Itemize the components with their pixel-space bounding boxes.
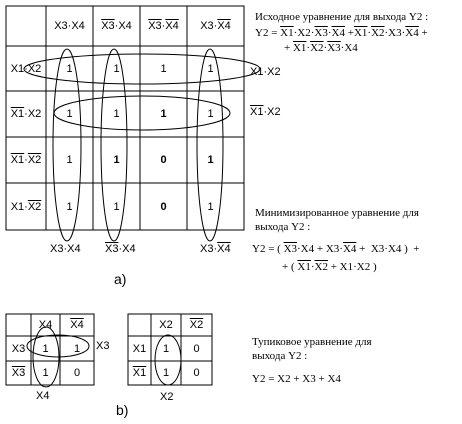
cell-r1c1: 1 bbox=[66, 62, 73, 75]
col-header-1: X3·X4 bbox=[54, 20, 85, 32]
sm1-cell-r2c2: 0 bbox=[73, 367, 81, 379]
cell-r4c2: 1 bbox=[113, 200, 120, 213]
cell-r3c2: 1 bbox=[113, 154, 120, 166]
minimized-line2: + ( X1·X2 + X1·X2 ) bbox=[282, 261, 377, 273]
sm1-bottom-label: X4 bbox=[36, 390, 50, 402]
sm2-cell-r1c1: 1 bbox=[162, 342, 170, 355]
sm2-row-header-1: X1 bbox=[132, 342, 147, 355]
cell-r2c4: 1 bbox=[207, 108, 214, 120]
cell-r3c1: 1 bbox=[66, 154, 73, 166]
side-label-1: X1·X2 bbox=[250, 66, 281, 78]
bottom-label-1: X3·X4 bbox=[50, 243, 81, 255]
cell-r3c4: 1 bbox=[207, 154, 214, 166]
sm1-col-header-2: X4 bbox=[70, 319, 84, 331]
sm1-row-header-1: X3 bbox=[11, 342, 26, 355]
col-header-3: X3·X4 bbox=[148, 20, 179, 32]
minimized-title-1: Минимизированное уравнение для bbox=[255, 207, 419, 219]
cell-r1c2: 1 bbox=[113, 62, 120, 75]
sm2-col-header-1: X2 bbox=[159, 319, 173, 331]
minimized-title-2: выхода Y2 : bbox=[255, 221, 311, 233]
source-eq-title: Исходное уравнение для выхода Y2 : bbox=[255, 11, 429, 23]
row-header-3: X1·X2 bbox=[10, 154, 42, 166]
bottom-label-2: X3·X4 bbox=[105, 243, 136, 255]
caption-b: b) bbox=[116, 402, 129, 418]
sm2-bottom-label: X2 bbox=[160, 391, 174, 403]
sm2-col-header-2: X2 bbox=[189, 319, 204, 331]
caption-a: а) bbox=[114, 271, 127, 287]
source-eq-line2: + X1·X2·X3·X4 bbox=[284, 42, 358, 54]
bottom-label-3: X3·X4 bbox=[200, 243, 231, 255]
sm1-row-header-2: X3 bbox=[11, 367, 26, 379]
minimized-line1: Y2 = ( X3·X4 + X3·X4 + X3·X4 ) + bbox=[252, 243, 420, 255]
col-header-4: X3·X4 bbox=[200, 20, 231, 32]
col-header-2: X3·X4 bbox=[101, 20, 132, 32]
sm2-row-header-2: X1 bbox=[132, 367, 147, 379]
row-header-4: X1·X2 bbox=[10, 200, 42, 213]
sm2-cell-r1c2: 0 bbox=[193, 342, 200, 355]
sm2-cell-r2c1: 1 bbox=[162, 367, 170, 379]
cell-r2c1: 1 bbox=[66, 108, 73, 120]
cell-r3c3: 0 bbox=[160, 154, 167, 166]
sm1-cell-r1c1: 1 bbox=[42, 342, 49, 355]
cell-r1c4: 1 bbox=[207, 62, 214, 75]
cell-r1c3: 1 bbox=[160, 62, 167, 75]
row-header-1: X1·X2 bbox=[10, 62, 42, 75]
cell-r2c2: 1 bbox=[113, 108, 120, 120]
sm1-cell-r2c1: 1 bbox=[42, 367, 49, 379]
source-eq-line1: Y2 = X1·X2·X3·X4 +X1·X2·X3·X4 + bbox=[255, 27, 428, 39]
dead-end-title-1: Тупиковое уравнение для bbox=[252, 336, 372, 348]
sm1-cell-r1c2: 1 bbox=[73, 342, 81, 355]
sm2-cell-r2c2: 0 bbox=[193, 367, 200, 379]
cell-r4c1: 1 bbox=[66, 200, 73, 213]
cell-r4c3: 0 bbox=[160, 200, 167, 213]
row-header-2: X1·X2 bbox=[10, 108, 42, 120]
sm1-side-label: X3 bbox=[96, 340, 110, 352]
dead-end-eq: Y2 = X2 + X3 + X4 bbox=[252, 373, 341, 385]
cell-r2c3: 1 bbox=[160, 108, 167, 120]
sm1-col-header-1: X4 bbox=[38, 319, 53, 331]
cell-r4c4: 1 bbox=[207, 200, 214, 213]
dead-end-title-2: выхода Y2 : bbox=[252, 350, 308, 362]
side-label-2: X1·X2 bbox=[250, 106, 281, 118]
